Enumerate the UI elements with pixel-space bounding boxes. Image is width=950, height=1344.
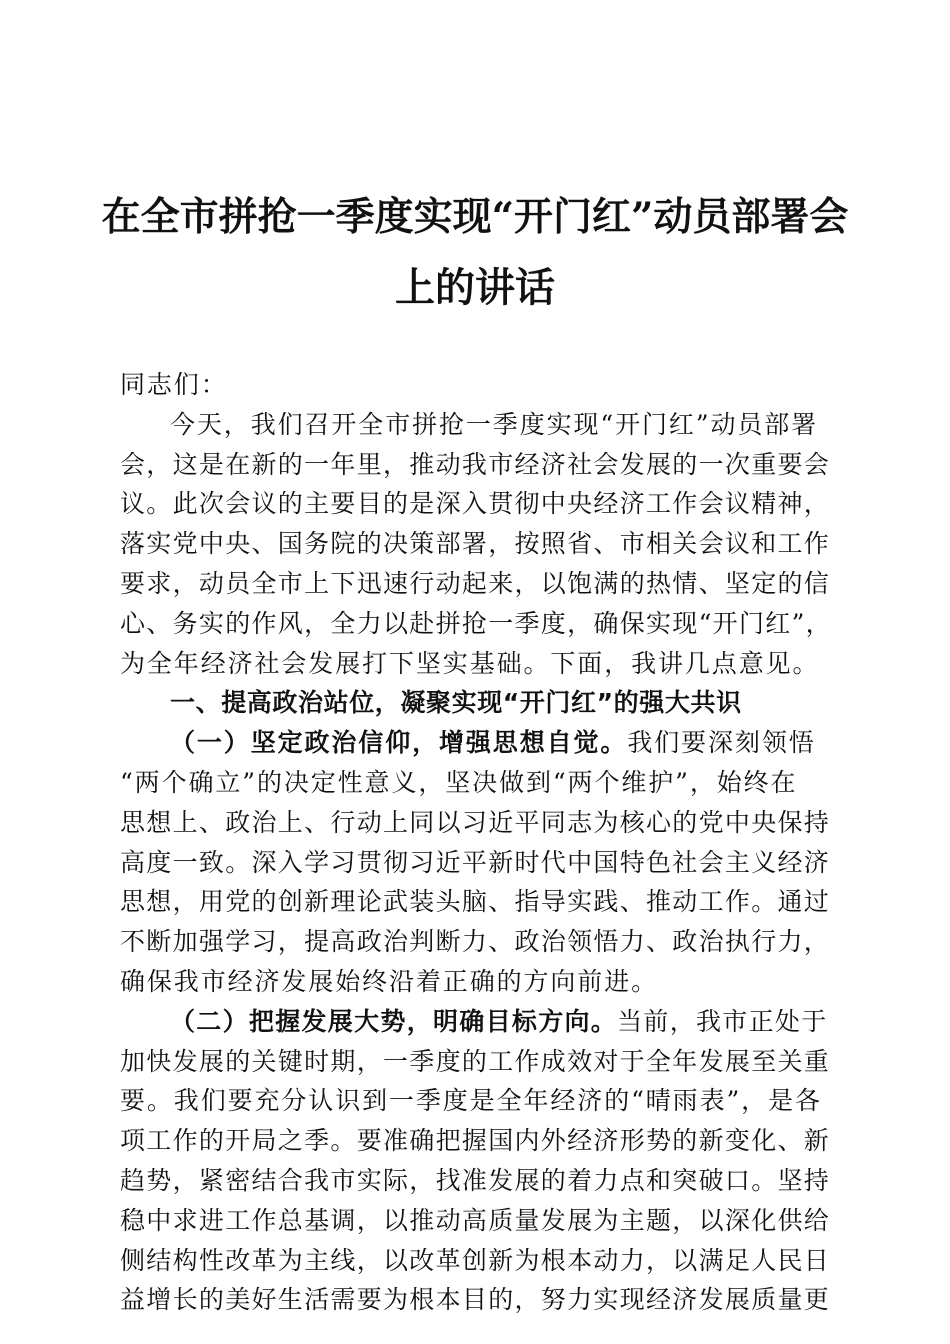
section-heading-1: 一、提高政治站位，凝聚实现“开门红”的强大共识: [170, 688, 742, 718]
paragraph-line: 确保我市经济发展始终沿着正确的方向前进。: [120, 966, 659, 996]
paragraph-line: 心、务实的作风，全力以赴拼抢一季度，确保实现“开门红”，: [120, 608, 832, 638]
document-title-line-1: 在全市拼抢一季度实现“开门红”动员部署会: [101, 194, 849, 240]
paragraph-line: 加快发展的关键时期，一季度的工作成效对于全年发展至关重: [120, 1046, 831, 1076]
paragraph-line: 落实党中央、国务院的决策部署，按照省、市相关会议和工作: [120, 529, 831, 559]
paragraph-line: 会，这是在新的一年里，推动我市经济社会发展的一次重要会: [120, 449, 831, 479]
paragraph-line: 今天，我们召开全市拼抢一季度实现“开门红”动员部署: [170, 409, 819, 439]
paragraph-line: 不断加强学习，提高政治判断力、政治领悟力、政治执行力，: [120, 927, 831, 957]
paragraph-line: 趋势，紧密结合我市实际，找准发展的着力点和突破口。坚持: [120, 1165, 831, 1195]
paragraph-line: 侧结构性改革为主线，以改革创新为根本动力，以满足人民日: [120, 1245, 831, 1275]
paragraph-line: “两个确立”的决定性意义，坚决做到“两个维护”，始终在: [120, 767, 798, 797]
paragraph-line: 稳中求进工作总基调，以推动高质量发展为主题，以深化供给: [120, 1205, 831, 1235]
document-body: [120, 365, 832, 1320]
paragraph-line: 议。此次会议的主要目的是深入贯彻中央经济工作会议精神，: [120, 489, 831, 519]
subsection-line: （一）坚定政治信仰，增强思想自觉。我们要深刻领悟: [170, 728, 816, 758]
paragraph-line: 思想上、政治上、行动上同以习近平同志为核心的党中央保持: [120, 807, 831, 837]
subsection-heading-2: （二）把握发展大势，明确目标方向。: [170, 1006, 618, 1036]
paragraph-line: 益增长的美好生活需要为根本目的，努力实现经济发展质量更: [120, 1285, 831, 1315]
salutation: 同志们：: [120, 370, 228, 399]
paragraph-line: 高度一致。深入学习贯彻习近平新时代中国特色社会主义经济: [120, 847, 831, 877]
document-title-line-2: 上的讲话: [395, 264, 555, 311]
paragraph-line: 项工作的开局之季。要准确把握国内外经济形势的新变化、新: [120, 1126, 831, 1156]
paragraph-line: 要。我们要充分认识到一季度是全年经济的“晴雨表”，是各: [120, 1086, 822, 1116]
subsection-heading-1: （一）坚定政治信仰，增强思想自觉。: [170, 728, 628, 758]
paragraph-line: 要求，动员全市上下迅速行动起来，以饱满的热情、坚定的信: [120, 568, 831, 598]
subsection-line: （二）把握发展大势，明确目标方向。当前，我市正处于: [170, 1006, 828, 1036]
paragraph-line: 思想，用党的创新理论武装头脑、指导实践、推动工作。通过: [120, 887, 831, 917]
paragraph-line: 为全年经济社会发展打下坚实基础。下面，我讲几点意见。: [120, 648, 820, 678]
